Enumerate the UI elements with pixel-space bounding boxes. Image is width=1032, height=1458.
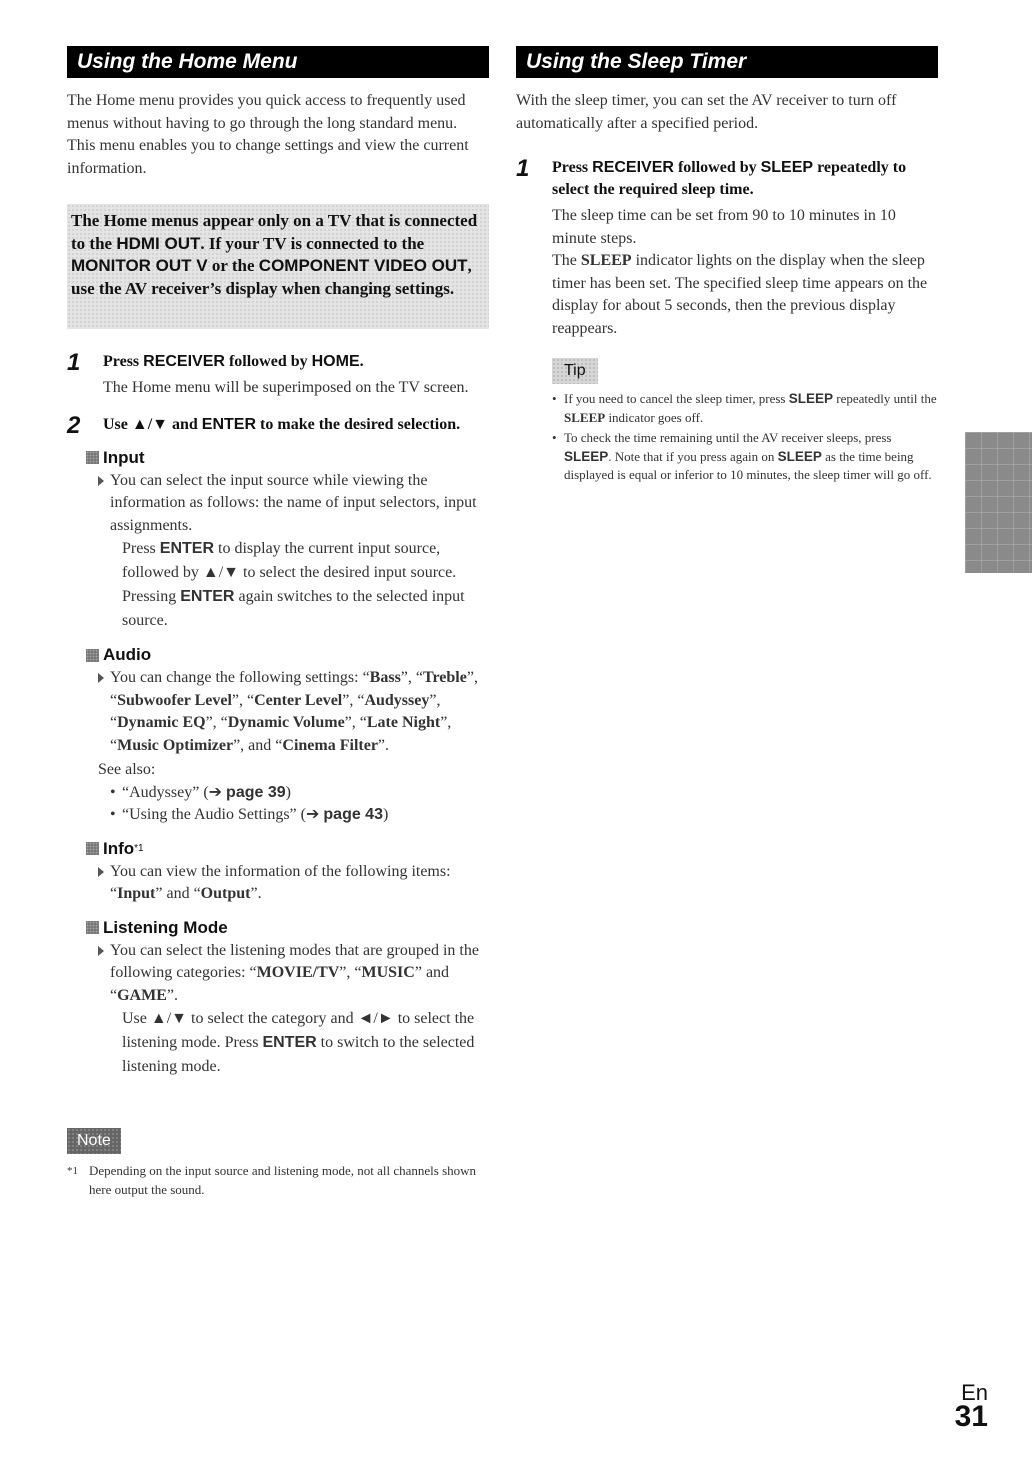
subsection-info: [86, 839, 489, 906]
key-enter: ENTER: [180, 588, 235, 605]
body-text: ”, “: [344, 714, 367, 731]
hdmi-warning-box: [67, 204, 489, 329]
tip-text: To check the time remaining until the AV receiver sleeps, press: [564, 430, 892, 445]
subsection-body: [86, 940, 489, 1008]
body-text: ”.: [377, 736, 390, 754]
step-title: [103, 414, 489, 436]
cross-reference: [98, 782, 489, 805]
step-body: [552, 250, 938, 340]
page-link[interactable]: page 43: [323, 806, 383, 823]
step-number: 1: [67, 349, 81, 376]
arrow-right-icon: [98, 673, 104, 683]
tip-list: [552, 390, 938, 485]
body-text: ”, and “: [233, 736, 283, 754]
heading-text: Audio: [103, 645, 152, 664]
indicator-sleep: SLEEP: [580, 252, 632, 269]
key-enter: ENTER: [159, 540, 215, 557]
footnote-marker: *1: [67, 1165, 78, 1177]
subsection-listening-mode: [86, 918, 489, 1080]
setting-name: Bass: [369, 669, 401, 686]
heading-text: Info: [103, 838, 135, 858]
tip-text: repeatedly until the: [833, 391, 937, 406]
body-text: ”.: [250, 885, 262, 902]
tip-text: indicator goes off.: [605, 409, 704, 425]
body-text: Press: [122, 540, 160, 557]
subsection-body: [86, 470, 489, 538]
step-text: Press: [103, 353, 144, 370]
subsection-audio: [86, 645, 489, 827]
step-text: to make the desired selection.: [256, 415, 461, 433]
key-sleep: SLEEP: [777, 448, 822, 464]
warning-text: The Home menus appear only on a TV that is connected to the: [71, 211, 478, 253]
subsection-instruction: [86, 537, 489, 633]
ref-text: ): [285, 783, 291, 801]
step-text: repeatedly to select the required sleep time.: [552, 159, 907, 198]
body-text: ”, “: [110, 714, 452, 754]
square-bullet-icon: [86, 649, 99, 662]
note-label: Note: [67, 1128, 121, 1154]
see-also: [86, 759, 489, 827]
warning-hdmi-out: HDMI OUT: [116, 233, 201, 253]
body-text: to display the current input source, followed by ▲/▼ to select the desired input source. Pressing: [122, 540, 457, 605]
step-text: Use ▲/▼ and: [103, 415, 202, 433]
body-text: ”, “: [110, 691, 441, 731]
body-text: ”, “: [231, 691, 255, 709]
key-sleep: SLEEP: [760, 159, 814, 176]
body-text: indicator lights on the display when the sleep timer has been set. The specified sleep time appears on the display for about 5 seconds, then the previous display reappears.: [552, 252, 928, 337]
indicator-sleep: SLEEP: [564, 409, 606, 425]
body-text: ”, “: [400, 669, 423, 686]
body-text: The: [552, 252, 581, 269]
footnote-marker: *1: [134, 843, 144, 854]
tip-text: as the time being displayed is equal or inferior to 10 minutes, the sleep timer will go off.: [564, 448, 932, 482]
step-text: followed by: [224, 353, 312, 370]
step-body: The sleep time can be set from 90 to 10 minutes in 10 minute steps.: [552, 207, 896, 247]
see-also-label: See also:: [98, 761, 156, 778]
subsection-heading: [86, 645, 489, 665]
warning-monitor-out: MONITOR OUT V: [71, 256, 208, 275]
setting-name: Dynamic Volume: [227, 714, 345, 731]
body-text: ” and “: [155, 885, 201, 902]
warning-text: . If your TV is connected to the: [200, 233, 425, 253]
square-bullet-icon: [86, 842, 99, 855]
body-text: ”.: [166, 986, 178, 1004]
step-number: 1: [516, 155, 530, 182]
setting-name: Late Night: [366, 714, 441, 731]
category-name: MOVIE/TV: [256, 964, 340, 981]
subsection-heading: [86, 448, 489, 468]
left-column: [67, 46, 489, 1079]
body-text: ”, “: [339, 964, 362, 981]
body-text: You can view the information of the following items: “: [110, 862, 451, 902]
key-home: HOME: [311, 353, 360, 370]
step-body: The Home menu will be superimposed on the TV screen.: [103, 379, 469, 396]
setting-name: Subwoofer Level: [117, 691, 232, 709]
key-sleep: SLEEP: [788, 391, 833, 406]
body-text: ”, “: [110, 669, 478, 709]
step-number: 2: [67, 411, 81, 439]
sleep-timer-intro: With the sleep timer, you can set the AV receiver to turn off automatically after a specified period.: [516, 92, 897, 132]
ref-text: ): [382, 806, 389, 823]
setting-name: Center Level: [254, 691, 343, 709]
subsection-input: [86, 448, 489, 634]
tip-text: . Note that if you press again on: [608, 448, 778, 464]
step-text: followed by: [673, 159, 761, 176]
item-name: Output: [200, 885, 251, 902]
page-link[interactable]: page 39: [226, 783, 286, 801]
arrow-right-icon: [98, 946, 104, 956]
page-language: En: [961, 1380, 988, 1405]
home-step-1: [67, 351, 489, 400]
tip-label: Tip: [552, 358, 598, 384]
ref-text: “Using the Audio Settings” (➔: [122, 806, 324, 823]
warning-text: , use the AV receiver’s display when changing settings.: [71, 256, 472, 298]
sleep-step-1: [516, 157, 938, 485]
key-receiver: RECEIVER: [143, 353, 225, 370]
subsection-body: [86, 861, 489, 906]
body-text: You can change the following settings: “: [110, 669, 370, 686]
section-header-home-menu: Using the Home Menu: [67, 46, 489, 78]
step-title: [552, 157, 938, 201]
square-bullet-icon: [86, 451, 99, 464]
subsection-body: [86, 667, 489, 757]
body-text: Use ▲/▼ to select the category and ◄/► to select the listening mode. Press: [122, 1010, 475, 1051]
step-text: .: [359, 353, 364, 370]
step-title: [103, 351, 489, 373]
tip-item: [552, 429, 938, 485]
setting-name: Audyssey: [364, 691, 430, 709]
key-enter: ENTER: [262, 1034, 317, 1051]
home-step-2: [67, 411, 489, 439]
arrow-right-icon: [98, 867, 104, 877]
body-text: You can select the listening modes that are grouped in the following categories: “: [110, 941, 479, 981]
home-menu-intro: The Home menu provides you quick access to frequently used menus without having to go through the long standard menu. This menu enables you to change settings and view the current information.: [67, 92, 469, 177]
page-number: 31: [954, 1400, 988, 1433]
key-sleep: SLEEP: [564, 448, 609, 464]
body-text: ”, “: [205, 714, 228, 731]
setting-name: Dynamic EQ: [117, 714, 206, 731]
note-block: [67, 1110, 489, 1199]
tip-text: If you need to cancel the sleep timer, press: [564, 391, 789, 406]
footnote-text: Depending on the input source and listening mode, not all channels shown here output the sound.: [89, 1163, 477, 1197]
body-text: ”, “: [342, 691, 365, 709]
body-text: You can select the input source while viewing the information as follows: the name of input selectors, input assignments.: [110, 471, 477, 534]
square-bullet-icon: [86, 921, 99, 934]
body-text: to switch to the selected listening mode.: [122, 1034, 475, 1075]
setting-name: Treble: [423, 669, 467, 686]
key-receiver: RECEIVER: [592, 159, 674, 176]
key-enter: ENTER: [201, 415, 257, 433]
body-text: ” and “: [110, 964, 450, 1004]
warning-text: or the: [207, 256, 259, 275]
subsection-heading: [86, 839, 489, 859]
footnote: [67, 1162, 489, 1199]
heading-text: Listening Mode: [103, 917, 228, 937]
cross-reference: [98, 804, 489, 827]
item-name: Input: [117, 885, 156, 902]
category-name: MUSIC: [361, 964, 415, 981]
tip-item: [552, 390, 938, 427]
section-header-sleep-timer: Using the Sleep Timer: [516, 46, 938, 78]
setting-name: Music Optimizer: [117, 736, 234, 754]
subsection-heading: [86, 918, 489, 938]
step-text: Press: [552, 159, 593, 176]
chapter-side-tab: [965, 432, 1032, 573]
heading-text: Input: [103, 447, 145, 467]
setting-name: Cinema Filter: [282, 736, 378, 754]
ref-text: “Audyssey” (➔: [122, 783, 227, 801]
body-text: again switches to the selected input source.: [122, 588, 465, 629]
subsection-instruction: [86, 1007, 489, 1079]
warning-component-out: COMPONENT VIDEO OUT: [258, 256, 468, 275]
right-column: [516, 46, 938, 487]
category-name: GAME: [117, 986, 167, 1004]
arrow-right-icon: [98, 476, 104, 486]
